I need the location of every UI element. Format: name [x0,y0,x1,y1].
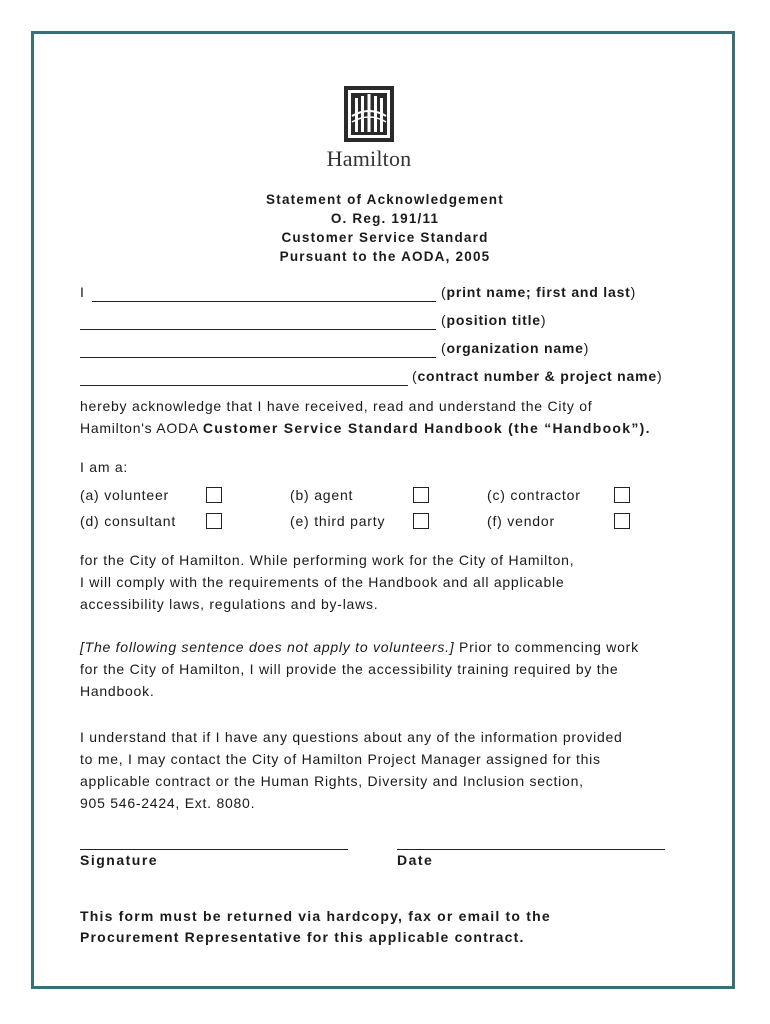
comply-line-2: I will comply with the requirements of the Handbook and all applicable [80,574,565,590]
page-border [31,31,735,989]
return-instructions [80,906,551,948]
option-vendor-checkbox[interactable] [614,513,630,529]
comply-line-1: for the City of Hamilton. While performing work for the City of Hamilton, [80,552,575,568]
name-label: (print name; first and last) [441,284,637,300]
questions-line-1: I understand that if I have any questions about any of the information provided [80,729,623,745]
organization-label: (organization name) [441,340,590,356]
questions-line-4: 905 546-2424, Ext. 8080. [80,795,256,811]
footer-line-2: Procurement Representative for this applicable contract. [80,929,525,945]
questions-line-2: to me, I may contact the City of Hamilton Project Manager assigned for this [80,751,601,767]
option-consultant-checkbox[interactable] [206,513,222,529]
signature-label: Signature [80,852,159,868]
questions-line-3: applicable contract or the Human Rights, Diversity and Inclusion section, [80,773,584,789]
acknowledgement-paragraph [80,395,720,439]
option-agent-label: (b) agent [290,487,354,503]
ack-line-1: hereby acknowledge that I have received, read and understand the City of [80,398,593,414]
title-line-1: Statement of Acknowledgement [266,192,504,207]
organization-field-row [80,340,720,364]
signature-line[interactable] [80,848,348,850]
contract-label: (contract number & project name) [412,368,663,384]
name-field-row [80,284,720,308]
role-intro: I am a: [80,459,129,475]
training-line-1: [The following sentence does not apply to volunteers.] Prior to commencing work [80,639,639,655]
option-contractor-label: (c) contractor [487,487,581,503]
comply-line-3: accessibility laws, regulations and by-laws. [80,596,379,612]
option-contractor-checkbox[interactable] [614,487,630,503]
hamilton-logo [314,86,424,172]
compliance-paragraph [80,549,720,615]
option-agent-checkbox[interactable] [413,487,429,503]
contract-field-row [80,368,720,392]
date-line[interactable] [397,848,665,850]
logo-text: Hamilton [326,146,412,171]
title-line-3: Customer Service Standard [281,230,489,245]
option-volunteer-label: (a) volunteer [80,487,169,503]
position-input-line[interactable] [80,328,436,330]
contract-input-line[interactable] [80,384,408,386]
training-line-3: Handbook. [80,683,155,699]
date-label: Date [397,852,434,868]
position-label: (position title) [441,312,547,328]
ack-line-2: Hamilton's AODA Customer Service Standard Handbook (the “Handbook”). [80,420,651,436]
name-prefix: I [80,284,85,300]
title-line-2: O. Reg. 191/11 [330,211,440,226]
option-vendor-label: (f) vendor [487,513,555,529]
title-line-4: Pursuant to the AODA, 2005 [279,249,491,264]
questions-paragraph [80,726,720,814]
training-paragraph [80,636,720,702]
option-third-party-label: (e) third party [290,513,386,529]
option-volunteer-checkbox[interactable] [206,487,222,503]
option-third-party-checkbox[interactable] [413,513,429,529]
document-title [0,190,770,266]
training-line-2: for the City of Hamilton, I will provide the accessibility training required by the [80,661,619,677]
position-field-row [80,312,720,336]
footer-line-1: This form must be returned via hardcopy, fax or email to the [80,908,551,924]
name-input-line[interactable] [92,300,436,302]
organization-input-line[interactable] [80,356,436,358]
option-consultant-label: (d) consultant [80,513,177,529]
hamilton-emblem-icon [344,86,394,142]
